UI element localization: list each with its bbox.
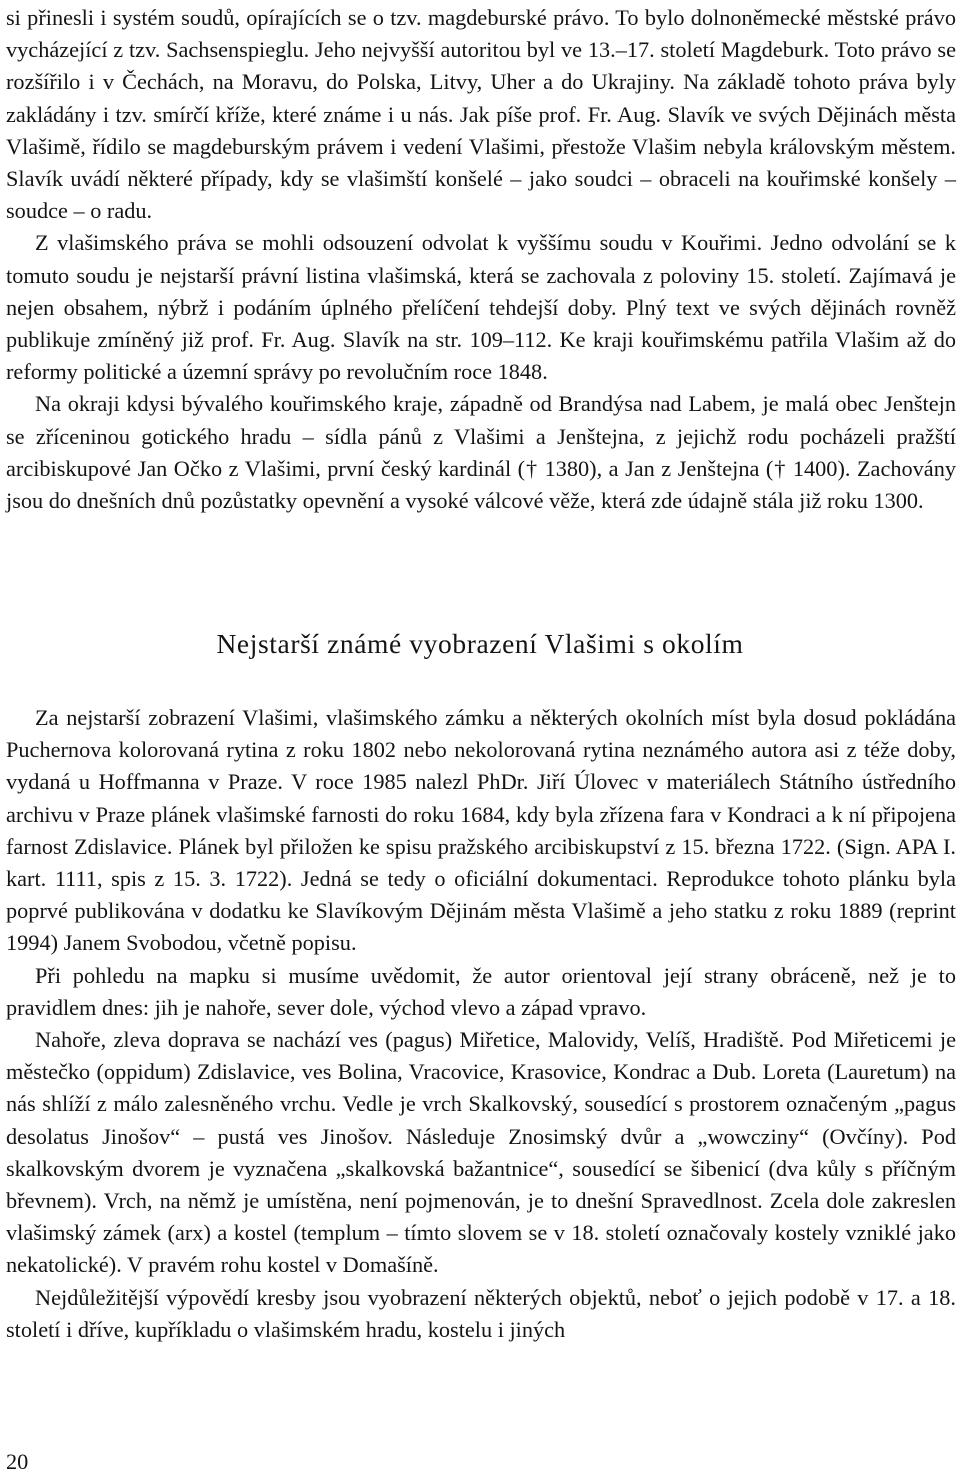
paragraph: si přinesli i systém soudů, opírajících se o tzv. magdeburské právo. To bylo dolnoněmecké městské právo vycházející z tzv. Sachsenspieglu. Jeho nejvyšší autoritou byl ve 13.–17. století Magdeburk. Toto právo se rozšířilo i v Čechách, na Moravu, do Polska, Litvy, Uher a do Ukrajiny. Na základě tohoto práva byly zakládány i tzv. smírčí kříže, které známe i u nás. Jak píše prof. Fr. Aug. Slavík ve svých Dějinách města Vlašimě, řídilo se magdeburským právem i vedení Vlašimi, přestože Vlašim nebyla královským městem. Slavík uvádí některé případy, kdy se vlašimští konšelé – jako soudci – obraceli na kouřimské konšely – soudce – o radu. [6,5,956,224]
section-heading: Nejstarší známé vyobrazení Vlašimi s okolím [216,628,744,659]
paragraph: Z vlašimského práva se mohli odsouzení odvolat k vyššímu soudu v Kouřimi. Jedno odvolání se k tomuto soudu je nejstarší právní listina vlašimská, která se zachovala z poloviny 15. století. Zajímavá je nejen obsahem, nýbrž i podáním úplného přelíčení tehdejší doby. Plný text ve svých dějinách rovněž publikuje zmíněný již prof. Fr. Aug. Slavík na str. 109–112. Ke kraji kouřimskému patřila Vlašim až do reformy politické a územní správy po revolučním roce 1848. [6,230,956,385]
text-block-bottom [6,702,956,1346]
text-block-top [6,2,956,517]
page-number: 20 [6,1449,29,1474]
paragraph: Nahoře, zleva doprava se nachází ves (pagus) Miřetice, Malovidy, Velíš, Hradiště. Pod Miřeticemi je městečko (oppidum) Zdislavice, ves Bolina, Vracovice, Krasovice, Kondrac a Dub. Loreta (Lauretum) na nás shlíží z málo zalesněného vrchu. Vedle je vrch Skalkovský, sousedící s prostorem označeným „pagus desolatus Jinošov“ – pustá ves Jinošov. Následuje Znosimský dvůr a „wowcziny“ (Ovčíny). Pod skalkovským dvorem je vyznačena „skalkovská bažantnice“, sousedící se šibenicí (dva kůly s příčným břevnem). Vrch, na němž je umístěna, není pojmenován, je to dnešní Spravedlnost. Zcela dole zakreslen vlašimský zámek (arx) a kostel (templum – tímto slovem se v 18. století označovaly kostely vzniklé jako nekatolické). V pravém rohu kostel v Domašíně. [6,1027,956,1278]
paragraph: Při pohledu na mapku si musíme uvědomit, že autor orientoval její strany obráceně, než je to pravidlem dnes: jih je nahoře, sever dole, východ vlevo a západ vpravo. [6,962,956,1020]
paragraph: Na okraji kdysi bývalého kouřimského kraje, západně od Brandýsa nad Labem, je malá obec Jenštejn se zříceninou gotického hradu – sídla pánů z Vlašimi a Jenštejna, z jejichž rodu pocházeli pražští arcibiskupové Jan Očko z Vlašimi, první český kardinál († 1380), a Jan z Jenštejna († 1400). Zachovány jsou do dnešních dnů pozůstatky opevnění a vysoké válcové věže, která zde údajně stála již roku 1300. [6,391,956,514]
paragraph: Nejdůležitější výpovědí kresby jsou vyobrazení některých objektů, neboť o jejich podobě v 17. a 18. století i dříve, kupříkladu o vlašimském hradu, kostelu i jiných [6,1284,956,1342]
paragraph: Za nejstarší zobrazení Vlašimi, vlašimského zámku a některých okolních míst byla dosud pokládána Puchernova kolorovaná rytina z roku 1802 nebo nekolorovaná rytina neznámého autora asi z téže doby, vydaná u Hoffmanna v Praze. V roce 1985 nalezl PhDr. Jiří Úlovec v materiálech Státního ústředního archivu v Praze plánek vlašimské farnosti do roku 1684, kdy byla zřízena fara v Kondraci a k ní připojena farnost Zdislavice. Plánek byl přiložen ke spisu pražského arcibiskupství z 15. března 1722. (Sign. APA I. kart. 1111, spis z 15. 3. 1722). Jedná se tedy o oficiální dokumentaci. Reprodukce tohoto plánku byla poprvé publikována v dodatku ke Slavíkovým Dějinám města Vlašimě a jeho statku z roku 1889 (reprint 1994) Janem Svobodou, včetně popisu. [6,705,956,956]
